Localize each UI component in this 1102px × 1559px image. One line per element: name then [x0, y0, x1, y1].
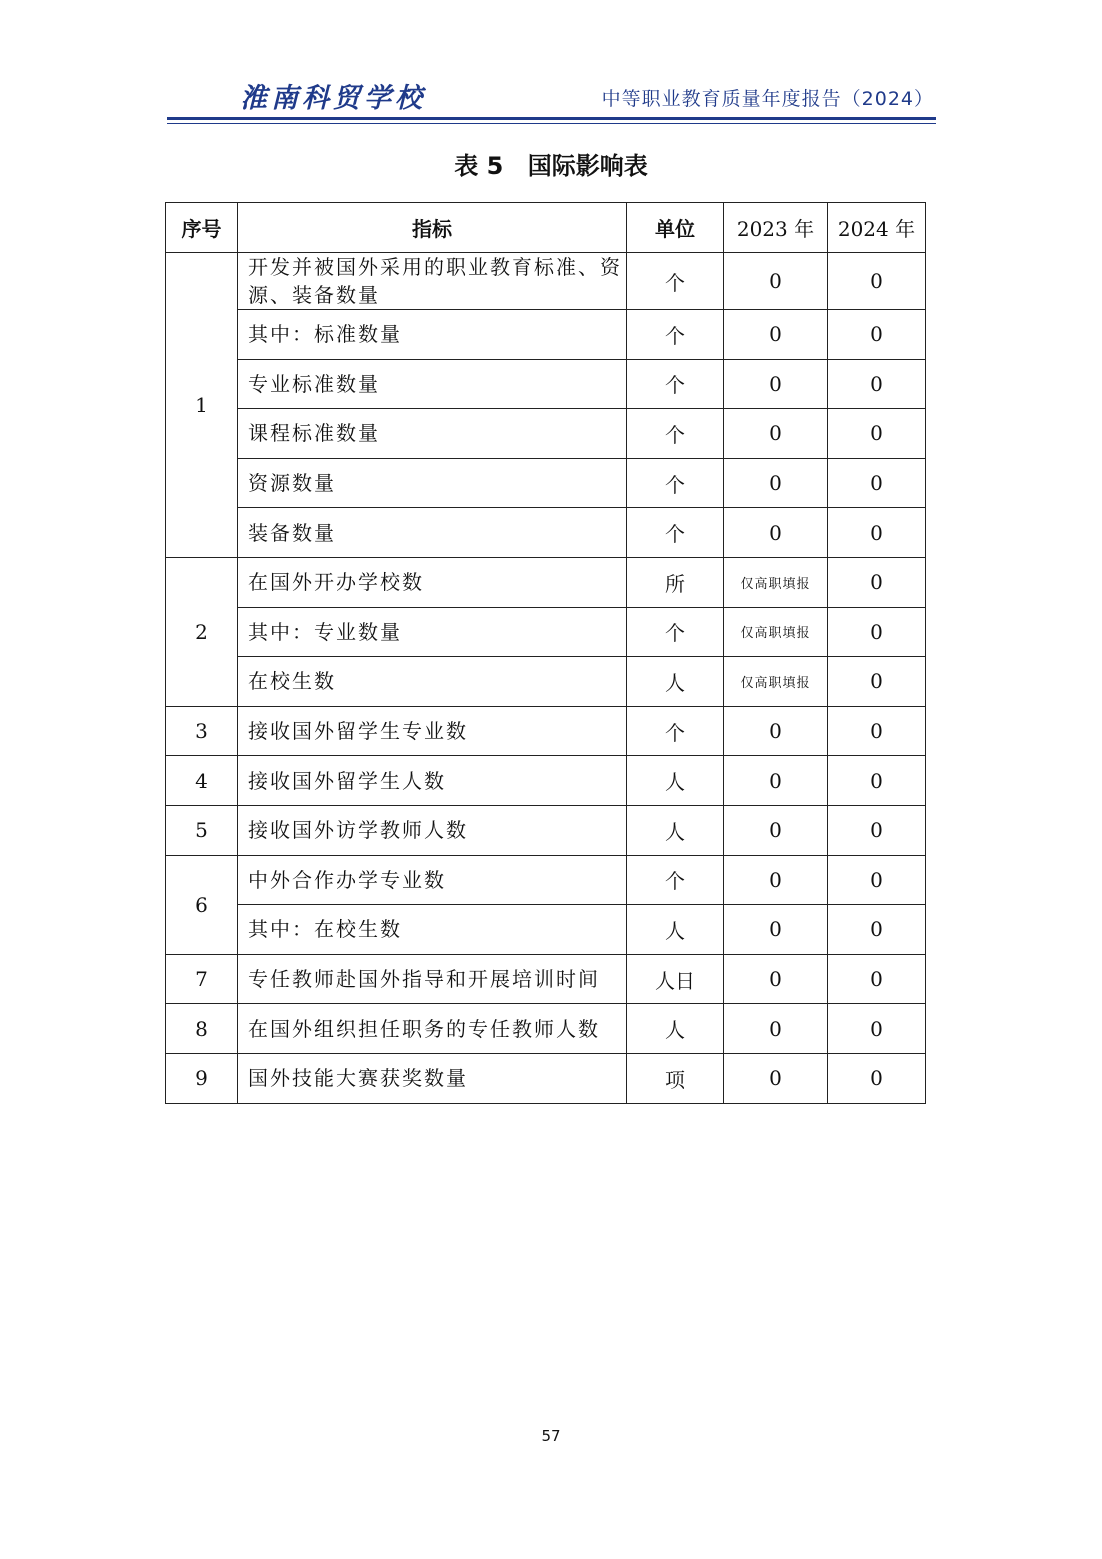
indicator-cell: 课程标准数量 — [238, 409, 627, 459]
column-header-seq: 序号 — [166, 203, 238, 253]
value-2024-cell: 0 — [828, 359, 926, 409]
value-2023-cell: 仅高职填报 — [724, 657, 828, 707]
school-name-logo: 淮南科贸学校 — [240, 83, 426, 114]
seq-cell: 1 — [166, 253, 238, 558]
column-header-2023: 2023 年 — [724, 203, 828, 253]
table-row — [166, 1053, 926, 1103]
indicator-cell: 接收国外留学生人数 — [238, 756, 627, 806]
table-title-label: 表 5 — [454, 152, 504, 180]
indicator-cell: 其中：标准数量 — [238, 310, 627, 360]
value-2023-cell: 0 — [724, 1053, 828, 1103]
unit-cell: 个 — [627, 359, 724, 409]
unit-cell: 人日 — [627, 954, 724, 1004]
indicator-cell: 资源数量 — [238, 458, 627, 508]
table-header-row — [166, 203, 926, 253]
value-2024-cell: 0 — [828, 905, 926, 955]
unit-cell: 个 — [627, 706, 724, 756]
seq-cell: 4 — [166, 756, 238, 806]
value-2023-cell: 0 — [724, 359, 828, 409]
indicator-cell: 中外合作办学专业数 — [238, 855, 627, 905]
column-header-unit: 单位 — [627, 203, 724, 253]
indicator-cell: 在校生数 — [238, 657, 627, 707]
table-row — [166, 359, 926, 409]
column-header-indicator: 指标 — [238, 203, 627, 253]
indicator-cell: 装备数量 — [238, 508, 627, 558]
value-2023-cell: 0 — [724, 905, 828, 955]
value-2023-cell: 0 — [724, 805, 828, 855]
indicator-cell: 开发并被国外采用的职业教育标准、资源、装备数量 — [238, 253, 627, 310]
seq-cell: 8 — [166, 1004, 238, 1054]
table-row — [166, 508, 926, 558]
unit-cell: 人 — [627, 905, 724, 955]
value-2024-cell: 0 — [828, 954, 926, 1004]
value-2023-cell: 0 — [724, 1004, 828, 1054]
value-2024-cell: 0 — [828, 508, 926, 558]
table-row — [166, 1004, 926, 1054]
value-2024-cell: 0 — [828, 557, 926, 607]
unit-cell: 个 — [627, 508, 724, 558]
table-row — [166, 458, 926, 508]
table-row — [166, 657, 926, 707]
seq-cell: 6 — [166, 855, 238, 954]
value-2024-cell: 0 — [828, 409, 926, 459]
indicator-cell: 在国外开办学校数 — [238, 557, 627, 607]
unit-cell: 人 — [627, 1004, 724, 1054]
value-2024-cell: 0 — [828, 1004, 926, 1054]
seq-cell: 5 — [166, 805, 238, 855]
value-2023-cell: 仅高职填报 — [724, 607, 828, 657]
header-rule-thin — [167, 123, 936, 124]
unit-cell: 人 — [627, 805, 724, 855]
seq-cell: 3 — [166, 706, 238, 756]
table-title-name: 国际影响表 — [527, 152, 648, 180]
unit-cell: 个 — [627, 607, 724, 657]
indicator-cell: 其中：在校生数 — [238, 905, 627, 955]
unit-cell: 个 — [627, 458, 724, 508]
table-row — [166, 855, 926, 905]
value-2023-cell: 0 — [724, 954, 828, 1004]
indicator-cell: 在国外组织担任职务的专任教师人数 — [238, 1004, 627, 1054]
table-row — [166, 805, 926, 855]
indicator-cell: 国外技能大赛获奖数量 — [238, 1053, 627, 1103]
indicator-cell: 接收国外访学教师人数 — [238, 805, 627, 855]
table-row — [166, 706, 926, 756]
table-row — [166, 756, 926, 806]
value-2024-cell: 0 — [828, 657, 926, 707]
value-2023-cell: 0 — [724, 855, 828, 905]
page-number: 57 — [541, 1427, 561, 1445]
table-title — [0, 146, 1102, 181]
table-row — [166, 409, 926, 459]
unit-cell: 人 — [627, 657, 724, 707]
value-2024-cell: 0 — [828, 1053, 926, 1103]
value-2024-cell: 0 — [828, 756, 926, 806]
unit-cell: 人 — [627, 756, 724, 806]
value-2023-cell: 0 — [724, 253, 828, 310]
indicator-cell: 接收国外留学生专业数 — [238, 706, 627, 756]
value-2023-cell: 0 — [724, 409, 828, 459]
table-row — [166, 905, 926, 955]
column-header-2024: 2024 年 — [828, 203, 926, 253]
value-2023-cell: 0 — [724, 458, 828, 508]
value-2024-cell: 0 — [828, 310, 926, 360]
value-2023-cell: 0 — [724, 508, 828, 558]
header-rule-thick — [167, 117, 936, 120]
international-influence-table — [165, 202, 926, 1104]
value-2023-cell: 0 — [724, 706, 828, 756]
unit-cell: 个 — [627, 253, 724, 310]
seq-cell: 7 — [166, 954, 238, 1004]
value-2023-cell: 仅高职填报 — [724, 557, 828, 607]
unit-cell: 所 — [627, 557, 724, 607]
unit-cell: 个 — [627, 310, 724, 360]
seq-cell: 9 — [166, 1053, 238, 1103]
table-body — [166, 253, 926, 1104]
value-2024-cell: 0 — [828, 253, 926, 310]
table-row — [166, 310, 926, 360]
table-row — [166, 607, 926, 657]
seq-cell: 2 — [166, 557, 238, 706]
value-2023-cell: 0 — [724, 756, 828, 806]
unit-cell: 项 — [627, 1053, 724, 1103]
value-2023-cell: 0 — [724, 310, 828, 360]
table-row — [166, 557, 926, 607]
indicator-cell: 专业标准数量 — [238, 359, 627, 409]
report-title: 中等职业教育质量年度报告（2024） — [601, 88, 934, 110]
value-2024-cell: 0 — [828, 706, 926, 756]
indicator-cell: 专任教师赴国外指导和开展培训时间 — [238, 954, 627, 1004]
indicator-cell: 其中：专业数量 — [238, 607, 627, 657]
unit-cell: 个 — [627, 855, 724, 905]
value-2024-cell: 0 — [828, 607, 926, 657]
value-2024-cell: 0 — [828, 458, 926, 508]
value-2024-cell: 0 — [828, 855, 926, 905]
unit-cell: 个 — [627, 409, 724, 459]
table-row — [166, 253, 926, 310]
value-2024-cell: 0 — [828, 805, 926, 855]
table-row — [166, 954, 926, 1004]
